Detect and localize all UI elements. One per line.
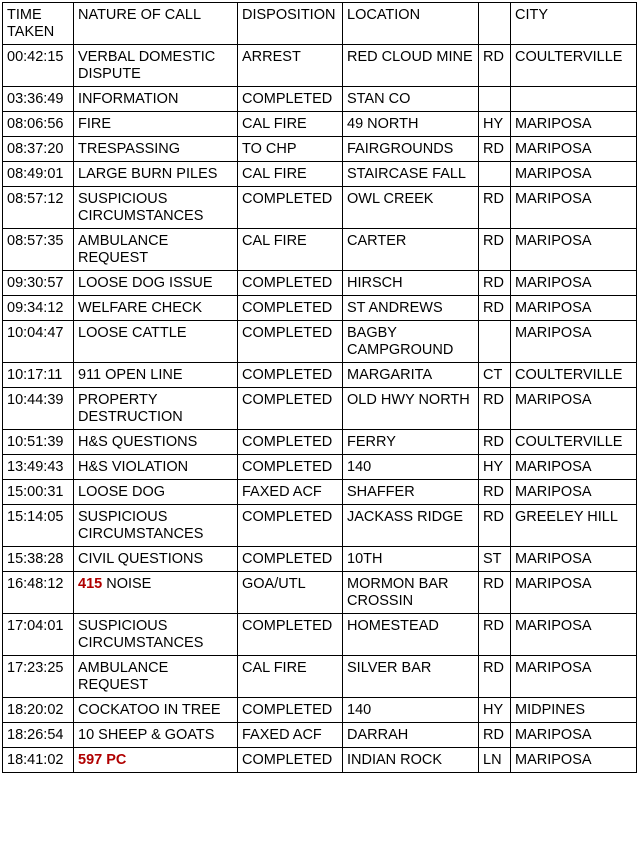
cell-suffix: RD <box>479 505 511 547</box>
cell-nature <box>74 723 238 748</box>
cell-nature <box>74 614 238 656</box>
cell-city: MARIPOSA <box>511 271 637 296</box>
nature-text: NOISE <box>106 576 152 592</box>
header-suffix <box>479 3 511 45</box>
cell-disposition: ARREST <box>238 45 343 87</box>
cell-disposition: FAXED ACF <box>238 480 343 505</box>
table-row <box>3 363 637 388</box>
cell-disposition: CAL FIRE <box>238 229 343 271</box>
cell-location: HOMESTEAD <box>343 614 479 656</box>
cell-time: 18:26:54 <box>3 723 74 748</box>
table-row <box>3 162 637 187</box>
cell-suffix: RD <box>479 229 511 271</box>
cell-disposition: COMPLETED <box>238 698 343 723</box>
nature-text: SUSPICIOUS CIRCUMSTANCES <box>78 618 204 651</box>
cell-city: MIDPINES <box>511 698 637 723</box>
cell-disposition: GOA/UTL <box>238 572 343 614</box>
cell-nature <box>74 480 238 505</box>
cell-nature <box>74 388 238 430</box>
cell-disposition: COMPLETED <box>238 363 343 388</box>
cell-suffix: RD <box>479 430 511 455</box>
nature-text: FIRE <box>78 116 112 132</box>
nature-text: LOOSE DOG ISSUE <box>78 275 213 291</box>
table-row <box>3 187 637 229</box>
cell-suffix: RD <box>479 45 511 87</box>
cell-location: STAIRCASE FALL <box>343 162 479 187</box>
cell-city <box>511 87 637 112</box>
cell-nature <box>74 45 238 87</box>
cell-location: MARGARITA <box>343 363 479 388</box>
cell-city: MARIPOSA <box>511 572 637 614</box>
cell-city: MARIPOSA <box>511 321 637 363</box>
table-row <box>3 229 637 271</box>
cell-city: MARIPOSA <box>511 187 637 229</box>
cell-city: MARIPOSA <box>511 229 637 271</box>
nature-text: AMBULANCE REQUEST <box>78 233 169 266</box>
nature-text: LOOSE CATTLE <box>78 325 187 341</box>
cell-suffix: RD <box>479 723 511 748</box>
call-code: 597 PC <box>78 752 127 768</box>
table-row <box>3 87 637 112</box>
cell-disposition: COMPLETED <box>238 296 343 321</box>
cell-nature <box>74 229 238 271</box>
cell-disposition: TO CHP <box>238 137 343 162</box>
table-row <box>3 430 637 455</box>
cell-time: 08:49:01 <box>3 162 74 187</box>
cell-location: 140 <box>343 698 479 723</box>
table-row <box>3 480 637 505</box>
cell-location: 140 <box>343 455 479 480</box>
table-row <box>3 505 637 547</box>
table-row <box>3 45 637 87</box>
cell-disposition: FAXED ACF <box>238 723 343 748</box>
cell-time: 15:00:31 <box>3 480 74 505</box>
nature-text: SUSPICIOUS CIRCUMSTANCES <box>78 191 204 224</box>
cell-disposition: CAL FIRE <box>238 162 343 187</box>
cell-nature <box>74 87 238 112</box>
cell-location: JACKASS RIDGE <box>343 505 479 547</box>
cell-disposition: COMPLETED <box>238 271 343 296</box>
nature-text: H&S VIOLATION <box>78 459 189 475</box>
header-location: LOCATION <box>343 3 479 45</box>
nature-text: H&S QUESTIONS <box>78 434 198 450</box>
cell-nature <box>74 572 238 614</box>
cell-suffix: ST <box>479 547 511 572</box>
nature-text: COCKATOO IN TREE <box>78 702 221 718</box>
cell-nature <box>74 271 238 296</box>
cell-location: HIRSCH <box>343 271 479 296</box>
cell-location: BAGBY CAMPGROUND <box>343 321 479 363</box>
cell-nature <box>74 296 238 321</box>
cell-location: FERRY <box>343 430 479 455</box>
cell-suffix: HY <box>479 112 511 137</box>
header-disposition: DISPOSITION <box>238 3 343 45</box>
cell-suffix: CT <box>479 363 511 388</box>
cell-nature <box>74 656 238 698</box>
cell-disposition: COMPLETED <box>238 430 343 455</box>
table-row <box>3 723 637 748</box>
table-row <box>3 388 637 430</box>
cell-city: GREELEY HILL <box>511 505 637 547</box>
cell-city: MARIPOSA <box>511 388 637 430</box>
cell-city: MARIPOSA <box>511 296 637 321</box>
cell-suffix: RD <box>479 296 511 321</box>
cell-suffix <box>479 87 511 112</box>
cell-suffix: RD <box>479 480 511 505</box>
cell-disposition: COMPLETED <box>238 614 343 656</box>
cell-nature <box>74 505 238 547</box>
cell-nature <box>74 430 238 455</box>
table-row <box>3 656 637 698</box>
cell-time: 13:49:43 <box>3 455 74 480</box>
header-nature: NATURE OF CALL <box>74 3 238 45</box>
cell-time: 10:17:11 <box>3 363 74 388</box>
nature-text: INFORMATION <box>78 91 179 107</box>
cell-location: STAN CO <box>343 87 479 112</box>
table-row <box>3 137 637 162</box>
cell-time: 18:20:02 <box>3 698 74 723</box>
cell-time: 09:34:12 <box>3 296 74 321</box>
cell-city: MARIPOSA <box>511 748 637 773</box>
call-code: 415 <box>78 576 103 592</box>
cell-disposition: CAL FIRE <box>238 112 343 137</box>
nature-text: LARGE BURN PILES <box>78 166 218 182</box>
cell-suffix: RD <box>479 187 511 229</box>
table-row <box>3 271 637 296</box>
header-row <box>3 3 637 45</box>
call-log-table <box>2 2 637 773</box>
cell-city: MARIPOSA <box>511 614 637 656</box>
cell-location: FAIRGROUNDS <box>343 137 479 162</box>
table-row <box>3 748 637 773</box>
cell-location: SHAFFER <box>343 480 479 505</box>
cell-nature <box>74 455 238 480</box>
table-row <box>3 321 637 363</box>
cell-suffix: RD <box>479 137 511 162</box>
cell-disposition: COMPLETED <box>238 748 343 773</box>
cell-nature <box>74 748 238 773</box>
cell-time: 18:41:02 <box>3 748 74 773</box>
table-row <box>3 455 637 480</box>
cell-nature <box>74 321 238 363</box>
nature-text: PROPERTY DESTRUCTION <box>78 392 183 425</box>
cell-city: MARIPOSA <box>511 162 637 187</box>
nature-text: LOOSE DOG <box>78 484 166 500</box>
cell-city: MARIPOSA <box>511 547 637 572</box>
table-row <box>3 296 637 321</box>
cell-city: COULTERVILLE <box>511 45 637 87</box>
cell-city: COULTERVILLE <box>511 363 637 388</box>
cell-location: SILVER BAR <box>343 656 479 698</box>
cell-location: ST ANDREWS <box>343 296 479 321</box>
cell-time: 08:06:56 <box>3 112 74 137</box>
table-row <box>3 572 637 614</box>
cell-city: MARIPOSA <box>511 480 637 505</box>
cell-nature <box>74 187 238 229</box>
table-row <box>3 698 637 723</box>
cell-location: OWL CREEK <box>343 187 479 229</box>
cell-city: MARIPOSA <box>511 656 637 698</box>
cell-disposition: COMPLETED <box>238 321 343 363</box>
cell-suffix: RD <box>479 614 511 656</box>
cell-location: 49 NORTH <box>343 112 479 137</box>
cell-nature <box>74 363 238 388</box>
cell-location: MORMON BAR CROSSIN <box>343 572 479 614</box>
cell-time: 00:42:15 <box>3 45 74 87</box>
cell-location: OLD HWY NORTH <box>343 388 479 430</box>
cell-disposition: COMPLETED <box>238 547 343 572</box>
cell-suffix: HY <box>479 698 511 723</box>
cell-time: 08:37:20 <box>3 137 74 162</box>
cell-location: RED CLOUD MINE <box>343 45 479 87</box>
cell-time: 16:48:12 <box>3 572 74 614</box>
nature-text: AMBULANCE REQUEST <box>78 660 169 693</box>
cell-nature <box>74 137 238 162</box>
cell-city: COULTERVILLE <box>511 430 637 455</box>
header-time: TIME TAKEN <box>3 3 74 45</box>
cell-suffix: LN <box>479 748 511 773</box>
cell-suffix <box>479 321 511 363</box>
cell-suffix: RD <box>479 271 511 296</box>
cell-time: 17:04:01 <box>3 614 74 656</box>
cell-location: 10TH <box>343 547 479 572</box>
cell-nature <box>74 698 238 723</box>
cell-nature <box>74 162 238 187</box>
table-row <box>3 112 637 137</box>
cell-time: 03:36:49 <box>3 87 74 112</box>
cell-time: 08:57:35 <box>3 229 74 271</box>
cell-city: MARIPOSA <box>511 112 637 137</box>
header-city: CITY <box>511 3 637 45</box>
cell-city: MARIPOSA <box>511 137 637 162</box>
cell-disposition: COMPLETED <box>238 187 343 229</box>
nature-text: VERBAL DOMESTIC DISPUTE <box>78 49 216 82</box>
nature-text: TRESPASSING <box>78 141 181 157</box>
cell-location: CARTER <box>343 229 479 271</box>
cell-time: 10:44:39 <box>3 388 74 430</box>
cell-time: 17:23:25 <box>3 656 74 698</box>
nature-text: SUSPICIOUS CIRCUMSTANCES <box>78 509 204 542</box>
nature-text: 10 SHEEP & GOATS <box>78 727 215 743</box>
cell-location: DARRAH <box>343 723 479 748</box>
cell-suffix: HY <box>479 455 511 480</box>
cell-time: 10:04:47 <box>3 321 74 363</box>
cell-suffix: RD <box>479 388 511 430</box>
nature-text: WELFARE CHECK <box>78 300 203 316</box>
cell-disposition: COMPLETED <box>238 505 343 547</box>
cell-suffix: RD <box>479 656 511 698</box>
cell-disposition: CAL FIRE <box>238 656 343 698</box>
cell-location: INDIAN ROCK <box>343 748 479 773</box>
cell-suffix: RD <box>479 572 511 614</box>
cell-city: MARIPOSA <box>511 455 637 480</box>
cell-time: 10:51:39 <box>3 430 74 455</box>
cell-suffix <box>479 162 511 187</box>
nature-text: CIVIL QUESTIONS <box>78 551 204 567</box>
cell-nature <box>74 112 238 137</box>
cell-disposition: COMPLETED <box>238 455 343 480</box>
table-row <box>3 547 637 572</box>
cell-time: 15:38:28 <box>3 547 74 572</box>
cell-nature <box>74 547 238 572</box>
cell-time: 15:14:05 <box>3 505 74 547</box>
cell-time: 09:30:57 <box>3 271 74 296</box>
cell-disposition: COMPLETED <box>238 388 343 430</box>
table-row <box>3 614 637 656</box>
cell-city: MARIPOSA <box>511 723 637 748</box>
nature-text: 911 OPEN LINE <box>78 367 183 383</box>
cell-disposition: COMPLETED <box>238 87 343 112</box>
cell-time: 08:57:12 <box>3 187 74 229</box>
